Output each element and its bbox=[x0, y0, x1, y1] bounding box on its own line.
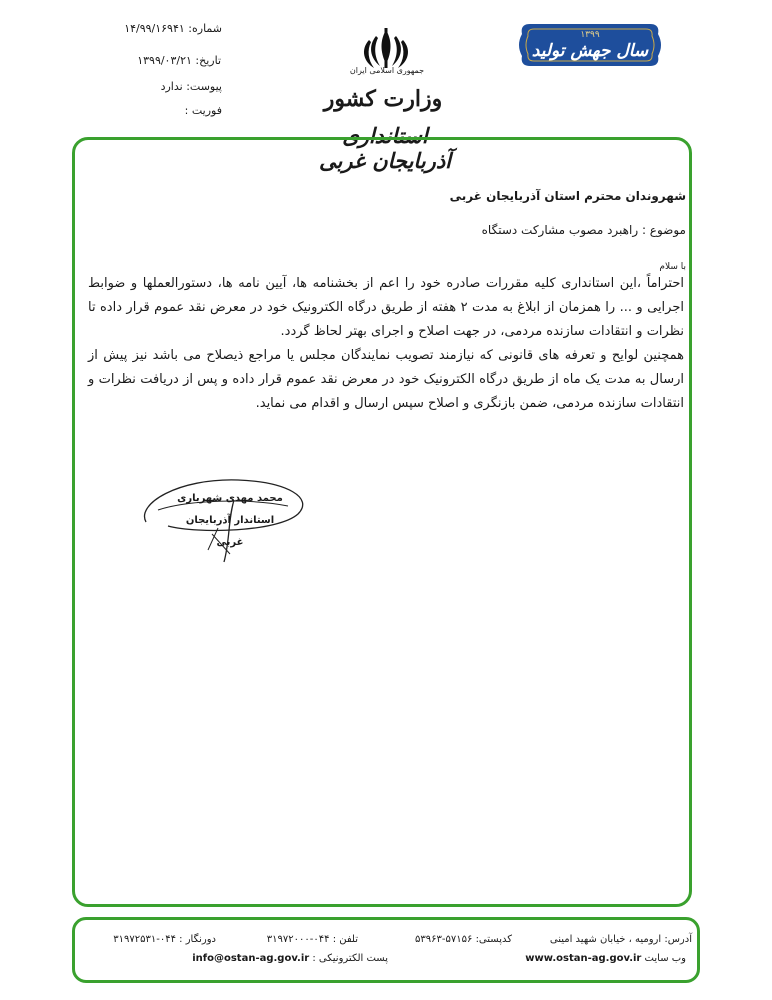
letter-number-value: ۱۴/۹۹/۱۶۹۴۱ bbox=[124, 22, 185, 35]
footer-phone bbox=[267, 934, 358, 945]
letter-subject bbox=[482, 223, 686, 237]
letter-urgency bbox=[168, 104, 222, 118]
signer-name: محمد مهدی شهریاری bbox=[177, 493, 283, 504]
email-value[interactable]: info@ostan-ag.gov.ir bbox=[192, 953, 310, 964]
letter-number-label: شماره: bbox=[188, 22, 222, 35]
address-value: ارومیه ، خیابان شهید امینی bbox=[549, 934, 662, 945]
signer-title: استاندار آذربایجان غربی bbox=[185, 515, 275, 548]
postcode-value: ۵۷۱۵۶-۵۳۹۶۳ bbox=[415, 934, 473, 945]
fax-label: دورنگار : bbox=[179, 934, 216, 945]
letter-attachment bbox=[150, 80, 222, 94]
phone-label: تلفن : bbox=[332, 934, 358, 945]
ministry-title: وزارت کشور bbox=[323, 86, 443, 112]
letter-attachment-label: پیوست: bbox=[186, 80, 222, 93]
letter-date bbox=[121, 54, 221, 68]
subject-text: راهبرد مصوب مشارکت دستگاه bbox=[481, 223, 639, 237]
website-label: وب سایت bbox=[644, 953, 686, 964]
letter-paragraph-2: همچنین لوایح و تعرفه های قانونی که نیازمند تصویب نمایندگان مجلس یا مراجع ذیصلاح می باشد نیز پیش از ارسال به مدت یک ماه از طریق درگاه الکترونیک خود در معرض نقد عموم قرار داده و پس از دریافت نظرات و انتقادات سازنده مردمی، ضمن بازنگری و اصلاح سپس ارسال و اقدام می نماید. bbox=[88, 348, 684, 411]
address-label: آدرس: bbox=[664, 934, 692, 945]
year-motto-badge bbox=[516, 16, 664, 74]
signer-block bbox=[175, 488, 285, 554]
badge-year: ۱۳۹۹ bbox=[580, 30, 600, 40]
footer-email bbox=[192, 953, 388, 964]
subject-label: موضوع : bbox=[641, 223, 686, 237]
republic-caption: جمهوری اسلامی ایران bbox=[349, 66, 425, 75]
letter-greeting: با سلام bbox=[659, 262, 686, 272]
footer-fax bbox=[113, 934, 216, 945]
letter-paragraph-1: احتراماً ،این استانداری کلیه مقررات صادره خود را اعم از بخشنامه ها، آیین نامه ها، دستورالعملها و ضوابط اجرایی و ... را همزمان از ابلاغ به مدت ۲ هفته از طریق درگاه الکترونیک خود در معرض نقد عموم قرار داده تا نظرات و انتقادات سازنده مردمی، در جهت اصلاح و اجرای بهتر لحاظ گردد. bbox=[88, 276, 684, 339]
postcode-label: کدپستی: bbox=[475, 934, 512, 945]
footer-postcode bbox=[415, 934, 512, 945]
province-office-title: استانداری آذربایجان غربی bbox=[318, 123, 452, 173]
email-label: پست الکترونیکی : bbox=[312, 953, 388, 964]
footer-frame bbox=[72, 917, 700, 983]
fax-value: ۰۴۴-۳۱۹۷۲۵۳۱ bbox=[113, 934, 176, 945]
letter-date-value: ۱۳۹۹/۰۳/۲۱ bbox=[137, 54, 192, 67]
letter-number bbox=[112, 22, 222, 36]
badge-text: سال جهش تولید bbox=[531, 41, 649, 61]
website-value[interactable]: www.ostan-ag.gov.ir bbox=[525, 953, 642, 964]
letter-urgency-label: فوریت : bbox=[184, 104, 222, 117]
footer-address bbox=[550, 934, 692, 945]
letter-date-label: تاریخ: bbox=[195, 54, 221, 67]
phone-value: ۰۴۴-۳۱۹۷۲۰۰۰ bbox=[266, 934, 330, 945]
letter-attachment-value: ندارد bbox=[160, 80, 183, 93]
letter-salutation: شهروندان محترم استان آذربایجان غربی bbox=[449, 189, 686, 203]
footer-website bbox=[525, 953, 686, 964]
